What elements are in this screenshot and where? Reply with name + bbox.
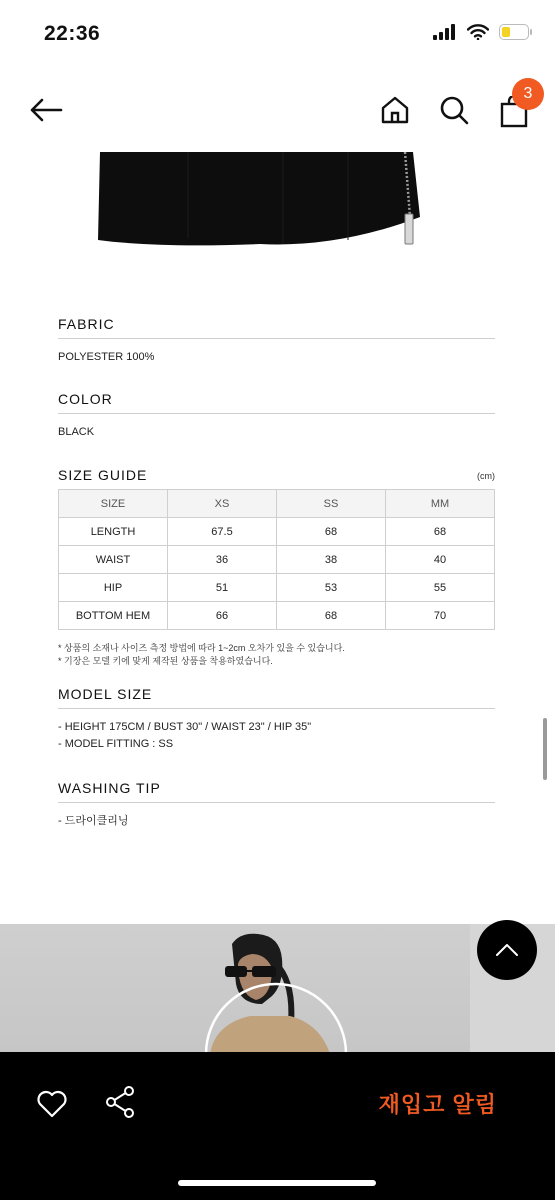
home-icon [380, 95, 410, 125]
bottom-action-bar [0, 1052, 555, 1200]
fabric-value: POLYESTER 100% [58, 351, 155, 363]
fabric-section [58, 316, 495, 366]
washing-tip-line: - 드라이클리닝 [58, 815, 129, 827]
battery-fill [502, 27, 510, 37]
wishlist-button[interactable] [32, 1084, 72, 1124]
size-note: * 상품의 소재나 사이즈 측정 방법에 따라 1~2cm 오차가 있을 수 있습니다. [58, 643, 345, 653]
size-table [58, 489, 495, 630]
share-button[interactable] [100, 1082, 140, 1122]
table-cell: 66 [168, 602, 277, 630]
model-size-line: - MODEL FITTING : SS [58, 738, 174, 750]
home-button[interactable] [375, 90, 415, 130]
table-cell: 40 [386, 546, 495, 574]
table-cell: 68 [386, 518, 495, 546]
size-note: * 기장은 모델 키에 맞게 제작된 상품을 착용하였습니다. [58, 656, 273, 666]
table-header-cell: SIZE [59, 490, 168, 518]
cellular-signal-icon [433, 24, 457, 40]
washing-tip-title: WASHING TIP [58, 780, 495, 803]
table-cell: WAIST [59, 546, 168, 574]
model-size-title: MODEL SIZE [58, 686, 495, 709]
model-size-lines [58, 719, 495, 753]
model-size-line: - HEIGHT 175CM / BUST 30" / WAIST 23" / HIP 35" [58, 721, 312, 733]
home-indicator [178, 1180, 376, 1186]
search-button[interactable] [434, 90, 474, 130]
scrollbar[interactable] [543, 718, 547, 780]
product-image [98, 152, 423, 247]
table-header-cell: SS [277, 490, 386, 518]
table-header-cell: MM [386, 490, 495, 518]
table-row [59, 546, 495, 574]
table-cell: 36 [168, 546, 277, 574]
fabric-title: FABRIC [58, 316, 495, 339]
washing-tip-section [58, 780, 495, 830]
table-cell: LENGTH [59, 518, 168, 546]
color-value: BLACK [58, 426, 95, 438]
model-photo [0, 924, 555, 1054]
model-size-section [58, 686, 495, 753]
share-icon [105, 1086, 135, 1118]
size-guide-section [58, 467, 495, 489]
back-button[interactable] [26, 90, 66, 130]
status-bar [0, 0, 555, 70]
chevron-up-icon [495, 943, 519, 957]
search-icon [439, 95, 469, 125]
table-cell: 67.5 [168, 518, 277, 546]
model-figure [0, 924, 555, 1054]
table-row [59, 602, 495, 630]
table-cell: HIP [59, 574, 168, 602]
restock-alert-button[interactable]: 재입고 알림 [378, 1092, 497, 1117]
table-cell: 38 [277, 546, 386, 574]
size-unit: (cm) [477, 471, 495, 481]
back-arrow-icon [29, 98, 63, 122]
heart-icon [36, 1090, 68, 1118]
cart-count-badge: 3 [512, 78, 544, 110]
table-row [59, 518, 495, 546]
wifi-icon [467, 24, 489, 40]
table-cell: BOTTOM HEM [59, 602, 168, 630]
table-cell: 51 [168, 574, 277, 602]
status-icons [433, 24, 529, 40]
battery-icon [499, 24, 529, 40]
table-header-cell: XS [168, 490, 277, 518]
scroll-to-top-button[interactable] [477, 920, 537, 980]
table-header-row [59, 490, 495, 518]
table-cell: 53 [277, 574, 386, 602]
color-section [58, 391, 495, 441]
color-title: COLOR [58, 391, 495, 414]
size-guide-title: SIZE GUIDE [58, 467, 148, 483]
table-cell: 68 [277, 518, 386, 546]
table-cell: 68 [277, 602, 386, 630]
nav-bar [0, 72, 555, 148]
status-time: 22:36 [44, 22, 101, 45]
table-cell: 55 [386, 574, 495, 602]
table-row [59, 574, 495, 602]
size-notes [58, 642, 345, 668]
table-cell: 70 [386, 602, 495, 630]
